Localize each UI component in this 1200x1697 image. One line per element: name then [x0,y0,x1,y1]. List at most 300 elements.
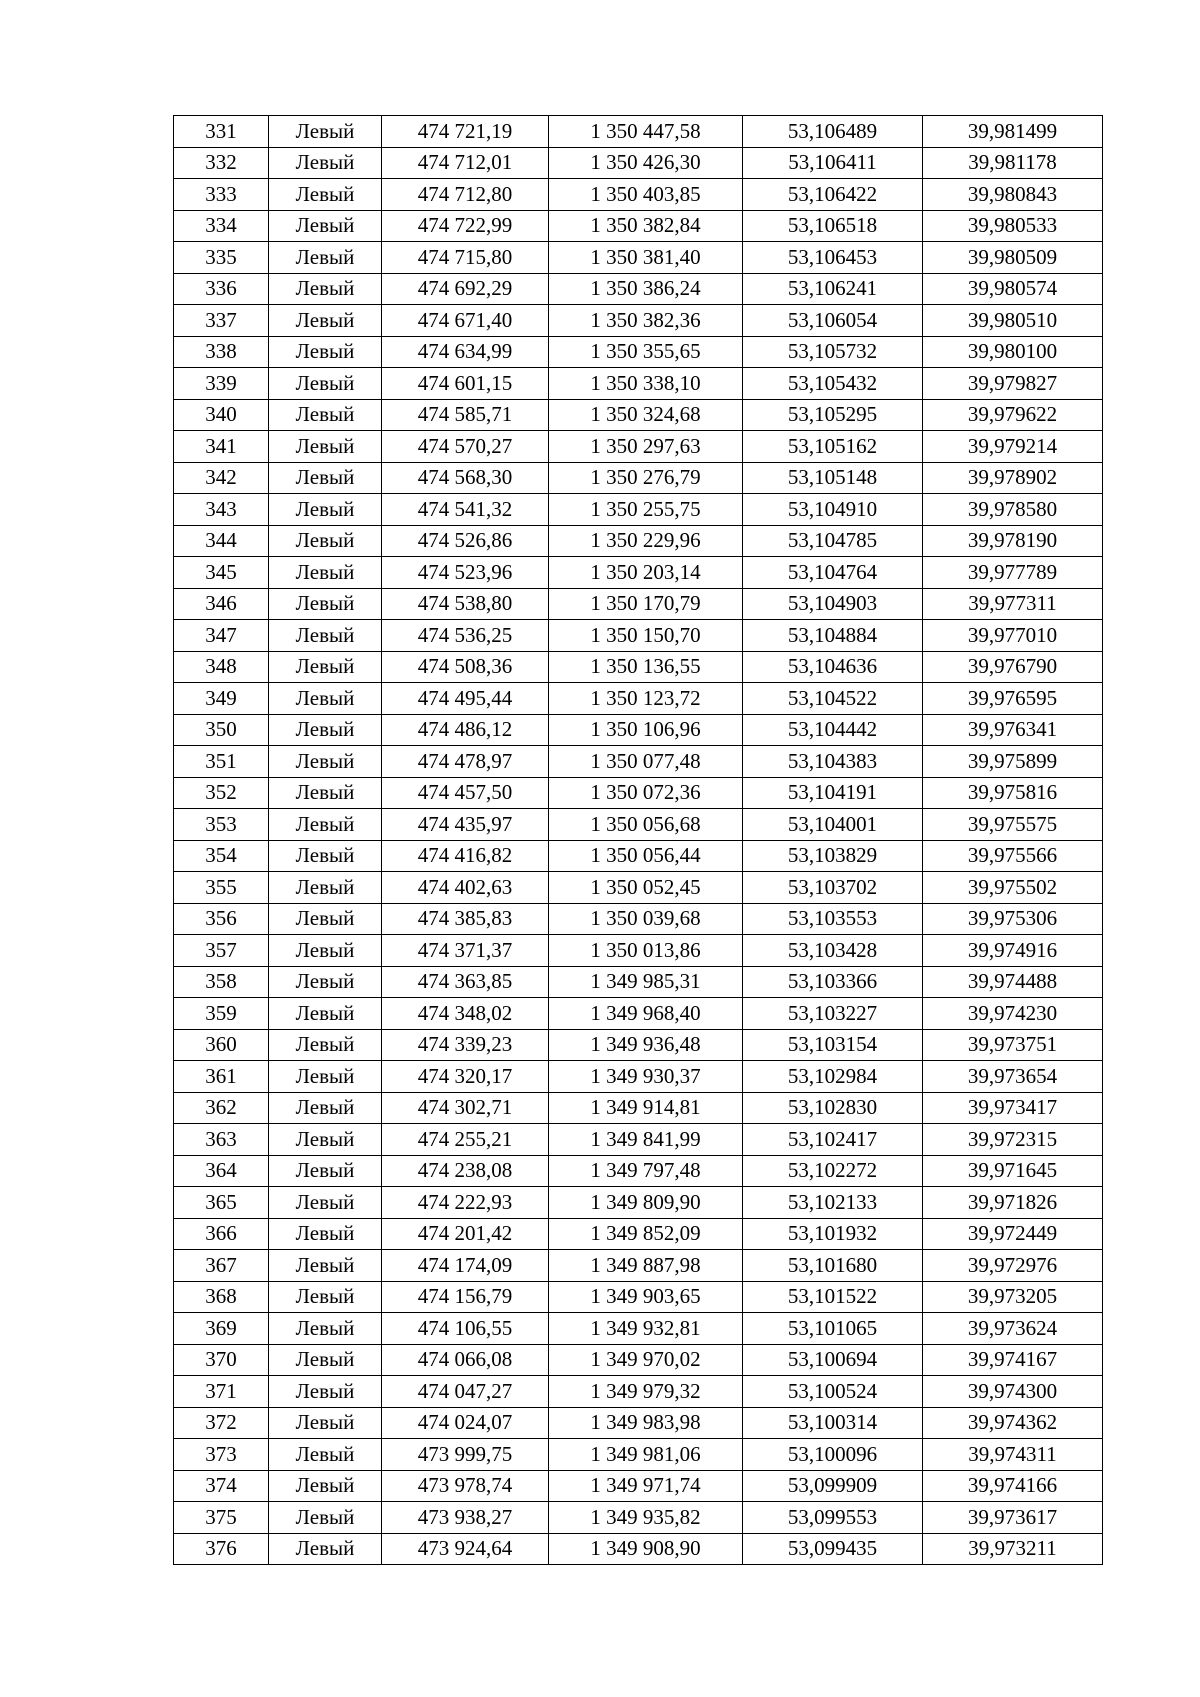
point-number-cell: 376 [174,1533,269,1565]
table-row [174,1250,1103,1282]
point-number-cell: 342 [174,462,269,494]
point-number-cell: 369 [174,1313,269,1345]
table-row [174,273,1103,305]
x-coordinate-cell: 474 435,97 [382,809,549,841]
y-coordinate-cell: 1 349 968,40 [549,998,743,1030]
longitude-cell: 39,973617 [923,1502,1103,1534]
y-coordinate-cell: 1 349 852,09 [549,1218,743,1250]
longitude-cell: 39,972976 [923,1250,1103,1282]
point-number-cell: 357 [174,935,269,967]
x-coordinate-cell: 474 568,30 [382,462,549,494]
x-coordinate-cell: 474 541,32 [382,494,549,526]
point-number-cell: 359 [174,998,269,1030]
latitude-cell: 53,106054 [743,305,923,337]
y-coordinate-cell: 1 350 381,40 [549,242,743,274]
point-number-cell: 334 [174,210,269,242]
longitude-cell: 39,980100 [923,336,1103,368]
table-row [174,179,1103,211]
x-coordinate-cell: 474 201,42 [382,1218,549,1250]
x-coordinate-cell: 474 174,09 [382,1250,549,1282]
table-row [174,1407,1103,1439]
latitude-cell: 53,104785 [743,525,923,557]
side-cell: Левый [269,1502,382,1534]
table-row [174,147,1103,179]
latitude-cell: 53,101932 [743,1218,923,1250]
table-row [174,1281,1103,1313]
y-coordinate-cell: 1 350 276,79 [549,462,743,494]
side-cell: Левый [269,998,382,1030]
y-coordinate-cell: 1 349 914,81 [549,1092,743,1124]
side-cell: Левый [269,116,382,148]
x-coordinate-cell: 474 570,27 [382,431,549,463]
latitude-cell: 53,104636 [743,651,923,683]
x-coordinate-cell: 474 024,07 [382,1407,549,1439]
x-coordinate-cell: 474 722,99 [382,210,549,242]
latitude-cell: 53,105295 [743,399,923,431]
y-coordinate-cell: 1 350 324,68 [549,399,743,431]
latitude-cell: 53,105148 [743,462,923,494]
table-row [174,872,1103,904]
longitude-cell: 39,974230 [923,998,1103,1030]
y-coordinate-cell: 1 350 386,24 [549,273,743,305]
y-coordinate-cell: 1 350 403,85 [549,179,743,211]
latitude-cell: 53,106411 [743,147,923,179]
side-cell: Левый [269,840,382,872]
x-coordinate-cell: 474 363,85 [382,966,549,998]
longitude-cell: 39,977789 [923,557,1103,589]
latitude-cell: 53,105432 [743,368,923,400]
latitude-cell: 53,099435 [743,1533,923,1565]
x-coordinate-cell: 474 538,80 [382,588,549,620]
y-coordinate-cell: 1 350 382,84 [549,210,743,242]
y-coordinate-cell: 1 349 903,65 [549,1281,743,1313]
longitude-cell: 39,975502 [923,872,1103,904]
x-coordinate-cell: 473 999,75 [382,1439,549,1471]
x-coordinate-cell: 474 457,50 [382,777,549,809]
x-coordinate-cell: 474 047,27 [382,1376,549,1408]
longitude-cell: 39,974166 [923,1470,1103,1502]
side-cell: Левый [269,1281,382,1313]
point-number-cell: 366 [174,1218,269,1250]
y-coordinate-cell: 1 349 935,82 [549,1502,743,1534]
x-coordinate-cell: 474 320,17 [382,1061,549,1093]
point-number-cell: 350 [174,714,269,746]
side-cell: Левый [269,1124,382,1156]
x-coordinate-cell: 474 721,19 [382,116,549,148]
point-number-cell: 336 [174,273,269,305]
x-coordinate-cell: 474 671,40 [382,305,549,337]
y-coordinate-cell: 1 350 123,72 [549,683,743,715]
side-cell: Левый [269,1155,382,1187]
longitude-cell: 39,975566 [923,840,1103,872]
latitude-cell: 53,101522 [743,1281,923,1313]
x-coordinate-cell: 474 385,83 [382,903,549,935]
side-cell: Левый [269,903,382,935]
x-coordinate-cell: 474 339,23 [382,1029,549,1061]
point-number-cell: 373 [174,1439,269,1471]
y-coordinate-cell: 1 349 936,48 [549,1029,743,1061]
table-row [174,1092,1103,1124]
side-cell: Левый [269,746,382,778]
side-cell: Левый [269,179,382,211]
table-row [174,935,1103,967]
latitude-cell: 53,104903 [743,588,923,620]
latitude-cell: 53,100314 [743,1407,923,1439]
latitude-cell: 53,099553 [743,1502,923,1534]
x-coordinate-cell: 474 302,71 [382,1092,549,1124]
longitude-cell: 39,974311 [923,1439,1103,1471]
table-row [174,431,1103,463]
y-coordinate-cell: 1 350 056,68 [549,809,743,841]
side-cell: Левый [269,1187,382,1219]
latitude-cell: 53,102984 [743,1061,923,1093]
point-number-cell: 361 [174,1061,269,1093]
table-row [174,998,1103,1030]
x-coordinate-cell: 474 066,08 [382,1344,549,1376]
table-row [174,116,1103,148]
y-coordinate-cell: 1 349 809,90 [549,1187,743,1219]
point-number-cell: 372 [174,1407,269,1439]
y-coordinate-cell: 1 350 039,68 [549,903,743,935]
side-cell: Левый [269,1439,382,1471]
coordinates-table-body [174,116,1103,1565]
y-coordinate-cell: 1 349 887,98 [549,1250,743,1282]
longitude-cell: 39,981499 [923,116,1103,148]
x-coordinate-cell: 474 238,08 [382,1155,549,1187]
longitude-cell: 39,980574 [923,273,1103,305]
y-coordinate-cell: 1 350 355,65 [549,336,743,368]
latitude-cell: 53,104383 [743,746,923,778]
y-coordinate-cell: 1 349 932,81 [549,1313,743,1345]
y-coordinate-cell: 1 350 136,55 [549,651,743,683]
latitude-cell: 53,102417 [743,1124,923,1156]
x-coordinate-cell: 473 924,64 [382,1533,549,1565]
x-coordinate-cell: 474 106,55 [382,1313,549,1345]
point-number-cell: 367 [174,1250,269,1282]
point-number-cell: 352 [174,777,269,809]
side-cell: Левый [269,399,382,431]
point-number-cell: 371 [174,1376,269,1408]
y-coordinate-cell: 1 350 072,36 [549,777,743,809]
longitude-cell: 39,972315 [923,1124,1103,1156]
y-coordinate-cell: 1 350 426,30 [549,147,743,179]
point-number-cell: 333 [174,179,269,211]
latitude-cell: 53,105732 [743,336,923,368]
side-cell: Левый [269,1029,382,1061]
side-cell: Левый [269,147,382,179]
latitude-cell: 53,103702 [743,872,923,904]
side-cell: Левый [269,588,382,620]
latitude-cell: 53,101065 [743,1313,923,1345]
x-coordinate-cell: 474 416,82 [382,840,549,872]
side-cell: Левый [269,462,382,494]
point-number-cell: 353 [174,809,269,841]
x-coordinate-cell: 474 402,63 [382,872,549,904]
latitude-cell: 53,100524 [743,1376,923,1408]
latitude-cell: 53,103428 [743,935,923,967]
longitude-cell: 39,971826 [923,1187,1103,1219]
y-coordinate-cell: 1 349 908,90 [549,1533,743,1565]
longitude-cell: 39,980509 [923,242,1103,274]
side-cell: Левый [269,809,382,841]
longitude-cell: 39,975306 [923,903,1103,935]
y-coordinate-cell: 1 349 797,48 [549,1155,743,1187]
side-cell: Левый [269,966,382,998]
x-coordinate-cell: 474 222,93 [382,1187,549,1219]
table-row [174,1313,1103,1345]
table-row [174,494,1103,526]
x-coordinate-cell: 474 715,80 [382,242,549,274]
table-row [174,777,1103,809]
point-number-cell: 347 [174,620,269,652]
latitude-cell: 53,104884 [743,620,923,652]
table-row [174,1124,1103,1156]
latitude-cell: 53,102830 [743,1092,923,1124]
y-coordinate-cell: 1 350 106,96 [549,714,743,746]
table-row [174,809,1103,841]
latitude-cell: 53,100694 [743,1344,923,1376]
longitude-cell: 39,978902 [923,462,1103,494]
y-coordinate-cell: 1 349 979,32 [549,1376,743,1408]
side-cell: Левый [269,525,382,557]
latitude-cell: 53,106422 [743,179,923,211]
point-number-cell: 344 [174,525,269,557]
side-cell: Левый [269,242,382,274]
table-row [174,683,1103,715]
latitude-cell: 53,102272 [743,1155,923,1187]
point-number-cell: 340 [174,399,269,431]
point-number-cell: 370 [174,1344,269,1376]
point-number-cell: 338 [174,336,269,368]
side-cell: Левый [269,305,382,337]
point-number-cell: 331 [174,116,269,148]
side-cell: Левый [269,1250,382,1282]
point-number-cell: 365 [174,1187,269,1219]
x-coordinate-cell: 473 938,27 [382,1502,549,1534]
longitude-cell: 39,976341 [923,714,1103,746]
longitude-cell: 39,974488 [923,966,1103,998]
point-number-cell: 355 [174,872,269,904]
longitude-cell: 39,972449 [923,1218,1103,1250]
latitude-cell: 53,103154 [743,1029,923,1061]
side-cell: Левый [269,557,382,589]
longitude-cell: 39,978580 [923,494,1103,526]
table-row [174,1344,1103,1376]
x-coordinate-cell: 474 508,36 [382,651,549,683]
table-row [174,1155,1103,1187]
side-cell: Левый [269,683,382,715]
table-row [174,1029,1103,1061]
table-row [174,368,1103,400]
longitude-cell: 39,979622 [923,399,1103,431]
table-row [174,557,1103,589]
x-coordinate-cell: 474 601,15 [382,368,549,400]
longitude-cell: 39,979214 [923,431,1103,463]
x-coordinate-cell: 474 536,25 [382,620,549,652]
x-coordinate-cell: 474 255,21 [382,1124,549,1156]
latitude-cell: 53,099909 [743,1470,923,1502]
side-cell: Левый [269,1376,382,1408]
longitude-cell: 39,971645 [923,1155,1103,1187]
table-row [174,1376,1103,1408]
table-row [174,1439,1103,1471]
point-number-cell: 362 [174,1092,269,1124]
longitude-cell: 39,975816 [923,777,1103,809]
longitude-cell: 39,973211 [923,1533,1103,1565]
latitude-cell: 53,106453 [743,242,923,274]
table-row [174,336,1103,368]
longitude-cell: 39,979827 [923,368,1103,400]
longitude-cell: 39,974300 [923,1376,1103,1408]
x-coordinate-cell: 474 486,12 [382,714,549,746]
x-coordinate-cell: 474 156,79 [382,1281,549,1313]
point-number-cell: 375 [174,1502,269,1534]
y-coordinate-cell: 1 350 297,63 [549,431,743,463]
latitude-cell: 53,104442 [743,714,923,746]
side-cell: Левый [269,494,382,526]
point-number-cell: 337 [174,305,269,337]
latitude-cell: 53,104522 [743,683,923,715]
point-number-cell: 345 [174,557,269,589]
latitude-cell: 53,103366 [743,966,923,998]
y-coordinate-cell: 1 350 170,79 [549,588,743,620]
table-row [174,746,1103,778]
x-coordinate-cell: 474 523,96 [382,557,549,589]
point-number-cell: 354 [174,840,269,872]
side-cell: Левый [269,1061,382,1093]
latitude-cell: 53,103227 [743,998,923,1030]
longitude-cell: 39,973654 [923,1061,1103,1093]
side-cell: Левый [269,1218,382,1250]
latitude-cell: 53,106241 [743,273,923,305]
point-number-cell: 348 [174,651,269,683]
longitude-cell: 39,977311 [923,588,1103,620]
y-coordinate-cell: 1 349 985,31 [549,966,743,998]
point-number-cell: 339 [174,368,269,400]
longitude-cell: 39,980843 [923,179,1103,211]
table-row [174,840,1103,872]
y-coordinate-cell: 1 349 970,02 [549,1344,743,1376]
latitude-cell: 53,103553 [743,903,923,935]
table-row [174,714,1103,746]
y-coordinate-cell: 1 349 930,37 [549,1061,743,1093]
table-row [174,210,1103,242]
table-row [174,903,1103,935]
point-number-cell: 351 [174,746,269,778]
y-coordinate-cell: 1 349 841,99 [549,1124,743,1156]
point-number-cell: 332 [174,147,269,179]
side-cell: Левый [269,1344,382,1376]
table-row [174,1533,1103,1565]
y-coordinate-cell: 1 350 447,58 [549,116,743,148]
y-coordinate-cell: 1 350 150,70 [549,620,743,652]
x-coordinate-cell: 474 495,44 [382,683,549,715]
table-row [174,1470,1103,1502]
point-number-cell: 343 [174,494,269,526]
x-coordinate-cell: 474 526,86 [382,525,549,557]
longitude-cell: 39,973417 [923,1092,1103,1124]
x-coordinate-cell: 474 348,02 [382,998,549,1030]
y-coordinate-cell: 1 349 983,98 [549,1407,743,1439]
table-row [174,305,1103,337]
x-coordinate-cell: 474 712,01 [382,147,549,179]
longitude-cell: 39,974167 [923,1344,1103,1376]
latitude-cell: 53,104191 [743,777,923,809]
y-coordinate-cell: 1 350 056,44 [549,840,743,872]
side-cell: Левый [269,1470,382,1502]
table-row [174,588,1103,620]
side-cell: Левый [269,872,382,904]
longitude-cell: 39,976595 [923,683,1103,715]
table-row [174,242,1103,274]
x-coordinate-cell: 474 478,97 [382,746,549,778]
longitude-cell: 39,978190 [923,525,1103,557]
longitude-cell: 39,973205 [923,1281,1103,1313]
point-number-cell: 358 [174,966,269,998]
x-coordinate-cell: 474 692,29 [382,273,549,305]
y-coordinate-cell: 1 350 013,86 [549,935,743,967]
latitude-cell: 53,101680 [743,1250,923,1282]
longitude-cell: 39,981178 [923,147,1103,179]
point-number-cell: 364 [174,1155,269,1187]
point-number-cell: 335 [174,242,269,274]
latitude-cell: 53,104001 [743,809,923,841]
side-cell: Левый [269,368,382,400]
longitude-cell: 39,977010 [923,620,1103,652]
x-coordinate-cell: 473 978,74 [382,1470,549,1502]
side-cell: Левый [269,1533,382,1565]
point-number-cell: 349 [174,683,269,715]
side-cell: Левый [269,1092,382,1124]
table-row [174,462,1103,494]
y-coordinate-cell: 1 350 077,48 [549,746,743,778]
latitude-cell: 53,102133 [743,1187,923,1219]
y-coordinate-cell: 1 350 203,14 [549,557,743,589]
table-row [174,1187,1103,1219]
y-coordinate-cell: 1 350 052,45 [549,872,743,904]
longitude-cell: 39,973751 [923,1029,1103,1061]
latitude-cell: 53,104910 [743,494,923,526]
point-number-cell: 374 [174,1470,269,1502]
side-cell: Левый [269,336,382,368]
latitude-cell: 53,106489 [743,116,923,148]
y-coordinate-cell: 1 350 338,10 [549,368,743,400]
side-cell: Левый [269,651,382,683]
longitude-cell: 39,976790 [923,651,1103,683]
y-coordinate-cell: 1 350 382,36 [549,305,743,337]
table-row [174,651,1103,683]
x-coordinate-cell: 474 712,80 [382,179,549,211]
longitude-cell: 39,980510 [923,305,1103,337]
coordinates-table [173,115,1103,1565]
latitude-cell: 53,100096 [743,1439,923,1471]
side-cell: Левый [269,431,382,463]
table-row [174,399,1103,431]
side-cell: Левый [269,210,382,242]
latitude-cell: 53,104764 [743,557,923,589]
point-number-cell: 346 [174,588,269,620]
y-coordinate-cell: 1 350 255,75 [549,494,743,526]
longitude-cell: 39,974916 [923,935,1103,967]
longitude-cell: 39,973624 [923,1313,1103,1345]
longitude-cell: 39,974362 [923,1407,1103,1439]
longitude-cell: 39,980533 [923,210,1103,242]
latitude-cell: 53,105162 [743,431,923,463]
point-number-cell: 368 [174,1281,269,1313]
table-row [174,525,1103,557]
side-cell: Левый [269,714,382,746]
y-coordinate-cell: 1 349 971,74 [549,1470,743,1502]
